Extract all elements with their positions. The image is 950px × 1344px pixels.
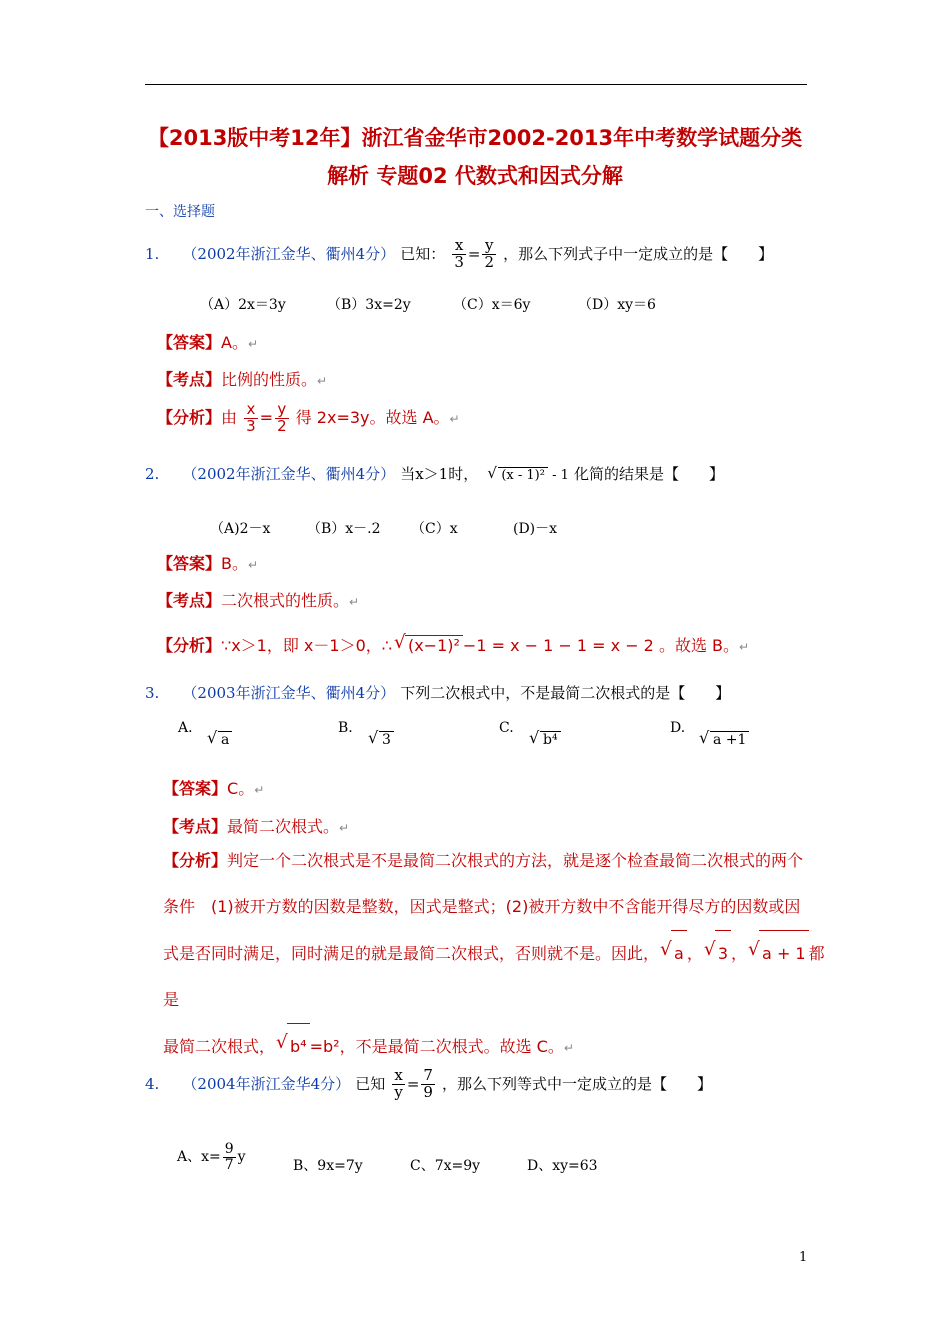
option-a: （A)2－x — [210, 521, 271, 537]
option-d-label: D. — [670, 720, 686, 736]
fraction: $\frac{y}{2}$ — [484, 236, 494, 271]
fraction: $\frac{x}{3}$ — [454, 236, 464, 271]
option-a: A、x= $\frac{9}{7}$ y — [177, 1141, 246, 1173]
analysis-line: 【分析】∵x＞1，即 x－1＞0，∴√ (x−1)² −1 = x − 1 − 1 = x − 2 。故选 B。↵ — [157, 633, 749, 656]
point-line: 【考点】比例的性质。↵ — [157, 370, 328, 389]
option-b: （B）x－.2 — [307, 521, 381, 537]
analysis-paragraph: 【分析】判定一个二次根式是不是最简二次根式的方法，就是逐个检查最简二次根式的两个 条件 (1)被开方数的因数是整数，因式是整式；(2)被开方数中不含能开得尽方的因数或因 式是否同时满足，同时满足的就是最简二次根式，否则就不是。因此，√ a ，√ 3 ，√ a + 1 都是 最简二次根式，√ b⁴ =b²，不是最简二次根式。故选 C。↵ — [163, 838, 831, 1071]
doc-title-line2: 解析 专题02 代数式和因式分解 — [327, 164, 623, 188]
question-1: 1. （2002年浙江金华、衢州4分） 已知： $\frac{x}{3}$ = $\frac{y}{2}$ ，那么下列式子中一定成立的是【 】 — [145, 236, 774, 271]
option-c: C、7x=9y — [410, 1158, 481, 1174]
option-b: （B）3x=2y — [327, 297, 411, 313]
analysis-line: 【分析】由 $\frac{x}{3}$ = $\frac{y}{2}$ 得 2x=3y。故选 A。↵ — [157, 400, 460, 435]
option-d-radical: √ a +1 — [709, 731, 749, 748]
question-text: ，那么下列等式中一定成立的是【 】 — [442, 1074, 713, 1093]
option-a-label: A. — [178, 720, 193, 736]
option-d: D、xy=63 — [527, 1158, 598, 1174]
question-source: （2004年浙江金华4分） — [182, 1074, 351, 1093]
option-d: （D）xy＝6 — [578, 297, 656, 313]
question-text: 下列二次根式中，不是最简二次根式的是【 】 — [400, 684, 731, 702]
question-number: 2. — [145, 465, 160, 483]
answer-line: 【答案】B。↵ — [157, 554, 259, 573]
question-text: 已知 — [355, 1074, 386, 1093]
question-number: 1. — [145, 244, 160, 263]
option-d: (D)－x — [513, 521, 558, 537]
point-line: 【考点】最简二次根式。↵ — [163, 817, 350, 836]
option-c-label: C. — [499, 720, 514, 736]
question-2 — [145, 463, 724, 484]
question-text: 已知： — [400, 244, 446, 263]
question-number: 4. — [145, 1074, 160, 1093]
question-text: 化简的结果是【 】 — [573, 465, 724, 483]
option-c: （C）x — [411, 521, 458, 537]
option-a: （A）2x＝3y — [200, 297, 286, 313]
question-4: 4. （2004年浙江金华4分） 已知 $\frac{x}{y}$ = $\frac{7}{9}$ ，那么下列等式中一定成立的是【 】 — [145, 1066, 713, 1101]
question-number: 3. — [145, 684, 160, 702]
radical-expression: √ (x - 1)² - 1 — [497, 468, 569, 483]
option-b-label: B. — [338, 720, 353, 736]
page-number: 1 — [799, 1250, 808, 1265]
doc-title-line1: 【2013版中考12年】浙江省金华市2002-2013年中考数学试题分类 — [147, 126, 803, 150]
option-c: （C）x＝6y — [453, 297, 531, 313]
point-line: 【考点】二次根式的性质。↵ — [157, 591, 360, 610]
section-heading: 一、选择题 — [145, 204, 215, 220]
option-c-radical: √ b⁴ — [539, 731, 561, 748]
question-source: （2002年浙江金华、衢州4分） — [182, 465, 396, 483]
question-3 — [145, 682, 730, 703]
option-a-radical: √ a — [217, 731, 232, 748]
question-text: ，那么下列式子中一定成立的是【 】 — [503, 244, 774, 263]
option-b-radical: √ 3 — [378, 731, 394, 748]
question-source: （2003年浙江金华、衢州4分） — [182, 684, 396, 702]
question-text: 当x＞1时， — [400, 465, 479, 483]
question-source: （2002年浙江金华、衢州4分） — [182, 244, 396, 263]
header-rule — [145, 84, 807, 85]
answer-line: 【答案】C。↵ — [163, 779, 265, 798]
option-b: B、9x=7y — [293, 1158, 363, 1174]
answer-line: 【答案】A。↵ — [157, 333, 259, 352]
